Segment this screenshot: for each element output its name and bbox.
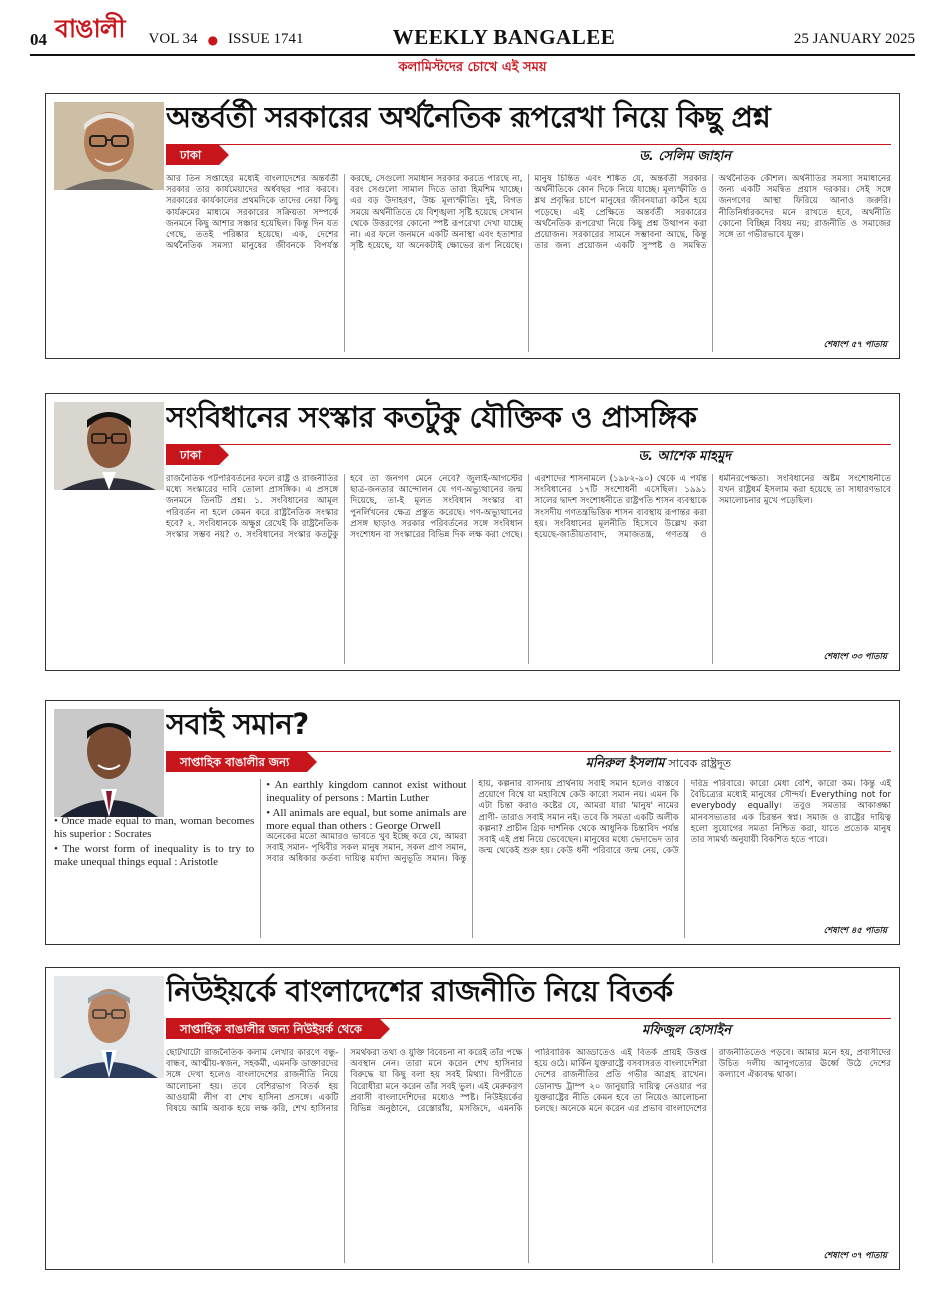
author-portrait-icon (54, 402, 164, 490)
issue-date: 25 JANUARY 2025 (793, 31, 915, 47)
location-tag: ঢাকা (166, 145, 219, 165)
separator-dot-icon: ● (207, 33, 219, 47)
article-body (54, 779, 891, 938)
author-name: মফিজুল হোসাইন (641, 1023, 731, 1038)
continued-note: শেষাংশ ৫৭ পাতায় (820, 338, 887, 352)
quote: • Once made equal to man, woman becomes his superior : Socrates (54, 815, 255, 840)
author-photo (54, 102, 164, 190)
source-tag: সাপ্তাহিক বাঙালীর জন্য (166, 752, 307, 772)
article-headline: সবাই সমান? (166, 706, 309, 741)
author-portrait-icon (54, 976, 164, 1078)
author-title: সাবেক রাষ্ট্রদূত (668, 757, 731, 770)
article-body (166, 474, 891, 664)
tag-bar (166, 444, 891, 467)
tag-bar (166, 1018, 891, 1041)
paper-name: WEEKLY BANGALEE (392, 25, 616, 49)
author-photo (54, 402, 164, 490)
continued-note: শেষাংশ ৪৫ পাতায় (820, 924, 887, 938)
author-name: ড. সেলিম জাহান (639, 149, 731, 164)
article-constitution-reform (45, 393, 900, 671)
continued-note: শেষাংশ ৩৩ পাতায় (820, 650, 887, 664)
author-name: মনিরুল ইসলাম (585, 756, 665, 771)
byline (638, 447, 731, 468)
author-photo (54, 976, 164, 1078)
masthead-row (30, 8, 915, 56)
volume-label: VOL 34 (148, 31, 198, 47)
issue-label: ISSUE 1741 (228, 31, 304, 47)
article-text: আর তিন সপ্তাহের মধ্যেই বাংলাদেশের অন্তর্বর্তী সরকার তার কার্যমেয়াদের অর্ধবছর পার করবে। সরকারের কার্যকালের প্রথমদিকে তাদের নেয়া কিছু কার্যক্রমের মাধ্যমে সরকারের সক্রিয়তা সম্পর্কে জনমনে কিছু আশার সঞ্চার হয়েছিল। কিন্তু দিন যত গেছে, ততই পরিষ্কার হয়েছে। এক, দেশের অর্থনৈতিক সমস্যা মানুষের জীবনকে বিপর্যস্ত করছে, সেগুলো সমাধান সরকার করতে পারছে না, বরং সেগুলো সামাল দিতে তারা হিমশিম খাচ্ছে। এর বড় উদাহরণ, উচ্চ মূল্যস্ফীতি। দুই, বিগত সময়ে অর্থনীতিতে যে বিশৃঙ্খলা সৃষ্টি হয়েছে সেখান থেকে উত্তরণের কোনো স্পষ্ট রূপরেখা দেখা যাচ্ছে না। এর ফলে জনমনে একটি অনাস্থা এবং হতাশার সৃষ্টি হয়েছে, যা অনেকটাই ক্ষোভের রূপ নিয়েছে। মানুষ চিন্তিত এবং শঙ্কিত যে, অন্তর্বর্তী সরকার অর্থনীতিকে কোন দিকে নিয়ে যাচ্ছে। মূল্যস্ফীতি ও শ্লথ প্রবৃদ্ধির চাপে মানুষের জীবনযাত্রা কঠিন হয়ে পড়েছে। এই প্রেক্ষিতে অন্তর্বর্তী সরকারের অর্থনৈতিক রূপরেখা নিয়ে কিছু প্রশ্ন উত্থাপন করা প্রয়োজন। সরকারের সামনে সম্ভাবনা আছে, কিন্তু তার জন্য প্রয়োজন একটি সুস্পষ্ট ও সমন্বিত অর্থনৈতিক কৌশল। অর্থনীতির সমস্যা সমাধানের জন্য একটি সমন্বিত প্রয়াস দরকার। সেই সঙ্গে জনগণের আস্থা ফিরিয়ে আনাও জরুরি। নীতিনির্ধারকদের মনে রাখতে হবে, অর্থনীতি কোনো বিচ্ছিন্ন বিষয় নয়; রাজনীতি ও সমাজের সঙ্গে তা গভীরভাবে যুক্ত। (166, 174, 891, 252)
article-economic-outline (45, 93, 900, 359)
author-name: ড. আশেক মাহমুদ (638, 449, 731, 464)
section-title-wrap (30, 56, 915, 80)
source-tag: সাপ্তাহিক বাঙালীর জন্য নিউইয়র্ক থেকে (166, 1019, 380, 1039)
article-newyork-politics (45, 967, 900, 1270)
masthead (30, 8, 915, 75)
tag-bar (166, 751, 891, 774)
continued-note: শেষাংশ ৩৭ পাতায় (820, 1249, 887, 1263)
article-headline: অন্তর্বর্তী সরকারের অর্থনৈতিক রূপরেখা নিয়ে কিছু প্রশ্ন (166, 99, 771, 134)
newspaper-logo: বাঙালী (55, 14, 125, 43)
byline (642, 1021, 731, 1042)
byline (586, 754, 731, 775)
page-number: 04 (30, 30, 47, 49)
article-body (166, 174, 891, 352)
article-everyone-equal (45, 700, 900, 945)
quote: • All animals are equal, but some animals are more equal than others : George Orwell (266, 807, 467, 832)
article-headline: সংবিধানের সংস্কার কতটুকু যৌক্তিক ও প্রাসঙ্গিক (166, 399, 697, 434)
location-tag: ঢাকা (166, 445, 219, 465)
article-body (166, 1048, 891, 1263)
article-text: অনেকের মতো আমারও ভাবতে খুব ইচ্ছে করে যে, আমরা সবাই সমান- পৃথিবীর সকল মানুষ সমান, সকল প্রাণ সমান, সবার অধিকার কর্তব্য দায়িত্ব মর্যাদা অনুভূতি সমান। কিন্তু হায়, কল্পনার বাসনায় প্রার্থনায় সবাই সমান হলেও বাস্তবে প্রয়োগে বিশ্বে যা মহাবিশ্বে কেউ কারো সমান নয়। এমন কি এটা চিন্তা করাও কষ্টের যে, আমরা যারা 'মানুষ' নামের প্রাণী- তারাও সবাই সমান নই। তবে কি সমতা একটি অলীক কল্পনা? প্রাচীন গ্রিক দার্শনিক থেকে আধুনিক চিন্তাবিদ পর্যন্ত সবাই এই প্রশ্ন নিয়ে ভেবেছেন। মানুষের মধ্যে ভেদাভেদ তার জন্ম থেকেই শুরু হয়। কেউ ধনী পরিবারে জন্ম নেয়, কেউ দরিদ্র পরিবারে। কারো মেধা বেশি, কারো কম। কিন্তু এই বৈচিত্র্যের মধ্যেই মানুষের সৌন্দর্য। Everything not for everybody equally। তবুও সমতার আকাঙ্ক্ষা মানবসভ্যতার এক চিরন্তন স্বপ্ন। সমাজ ও রাষ্ট্রের দায়িত্ব হলো সুযোগের সমতা নিশ্চিত করা, যাতে প্রত্যেক মানুষ তার সামর্থ্য অনুযায়ী বিকশিত হতে পারে। (266, 779, 891, 865)
article-text: ছোটখাটো রাজনৈতিক কলাম লেখার কারণে বন্ধু-বান্ধব, আত্মীয়-স্বজন, সহকর্মী, এমনকি ডাক্তারদের সঙ্গে দেখা হলেও বাংলাদেশের রাজনীতি নিয়ে আলোচনা হয়। তবে বেশিরভাগ বিতর্ক হয় আওয়ামী লীগ বা শেখ হাসিনা প্রসঙ্গে। একটি বিষয়ে আমি অবাক হয়ে লক্ষ করি, শেখ হাসিনার সমর্থকরা তথ্য ও যুক্তি বিবেচনা না করেই তাঁর পক্ষে অবস্থান নেন। তারা মনে করেন শেখ হাসিনার বিরুদ্ধে যা কিছু বলা হয় সবই মিথ্যা। বিপরীতে বিরোধীরা মনে করেন তাঁর সবই ভুল। এই মেরুকরণ প্রবাসী বাংলাদেশিদের মধ্যেও স্পষ্ট। নিউইয়র্কের বিভিন্ন অনুষ্ঠানে, রেস্তোরাঁয়, মসজিদে, এমনকি পারিবারিক আড্ডাতেও এই বিতর্ক প্রায়ই উত্তপ্ত হয়ে ওঠে। মার্কিন যুক্তরাষ্ট্রে বসবাসরত বাংলাদেশিরা দেশের রাজনীতির প্রতি গভীর আগ্রহ রাখেন। ডোনাল্ড ট্রাম্প ২০ জানুয়ারি দায়িত্ব নেওয়ার পর যুক্তরাষ্ট্রের নীতি কেমন হবে তা নিয়েও আলোচনা চলছে। অনেকে মনে করেন এর প্রভাব বাংলাদেশের রাজনীতিতেও পড়বে। আমার মনে হয়, প্রবাসীদের উচিত দলীয় আনুগত্যের ঊর্ধ্বে উঠে দেশের কল্যাণে ঐক্যবদ্ধ থাকা। (166, 1048, 891, 1115)
quote: • An earthly kingdom cannot exist without inequality of persons : Martin Luther (266, 779, 467, 804)
article-headline: নিউইয়র্কে বাংলাদেশের রাজনীতি নিয়ে বিতর্ক (166, 973, 673, 1008)
quote: • The worst form of inequality is to try to make unequal things equal : Aristotle (54, 843, 255, 868)
section-title: কলামিস্টদের চোখে এই সময় (398, 60, 547, 75)
byline (639, 147, 731, 168)
tag-bar (166, 144, 891, 167)
author-portrait-icon (54, 102, 164, 190)
article-text: রাজনৈতিক পটপরিবর্তনের ফলে রাষ্ট্র ও রাজনীতির মধ্যে সংস্কারের দাবি তোলা প্রাসঙ্গিক। এ প্রসঙ্গে জনমনে তিনটি প্রশ্ন। ১. সংবিধানের আমূল পরিবর্তন না হলে কেমন করে রাষ্ট্রনৈতিক সংস্কার হবে? ২. সংবিধানকে অক্ষুণ্ণ রেখেই কি রাষ্ট্রনৈতিক সংস্কার সম্ভব নয়? ৩. সংবিধানের সংস্কার কতটুকু হবে তা জনগণ মেনে নেবে? জুলাই-আগস্টের ছাত্র-জনতার আন্দোলন যে গণ-অভ্যুত্থানের জন্ম দিয়েছে, তা-ই মূলত সংবিধান সংস্কার বা পুনর্লিখনের ক্ষেত্র প্রস্তুত করেছে। গণ-অভ্যুত্থানের প্রসঙ্গ ছাড়াও সরকার পরিবর্তনের সঙ্গে সংবিধান সংশোধন বা সংস্কারের বিভিন্ন দিক লক্ষ করা গেছে। এরশাদের শাসনামলে (১৯৮২-৯০) থেকে এ পর্যন্ত সংবিধানের ১৭টি সংশোধনী এসেছিল। ১৯৯১ সালের দ্বাদশ সংশোধনীতে রাষ্ট্রপতি শাসন ব্যবস্থাকে সংসদীয় গণতন্ত্রভিত্তিক শাসন ব্যবস্থায় রূপান্তর করা হয়। সংবিধানের মূলনীতি হিসেবে উল্লেখ করা হয়েছে-জাতীয়তাবাদ, সমাজতন্ত্র, গণতন্ত্র ও ধর্মনিরপেক্ষতা। সংবিধানের অষ্টম সংশোধনীতে যখন রাষ্ট্রধর্ম ইসলাম করা হয়েছে তা সাধারণভাবে সমালোচনার মুখে পড়েছিল। (166, 474, 891, 541)
